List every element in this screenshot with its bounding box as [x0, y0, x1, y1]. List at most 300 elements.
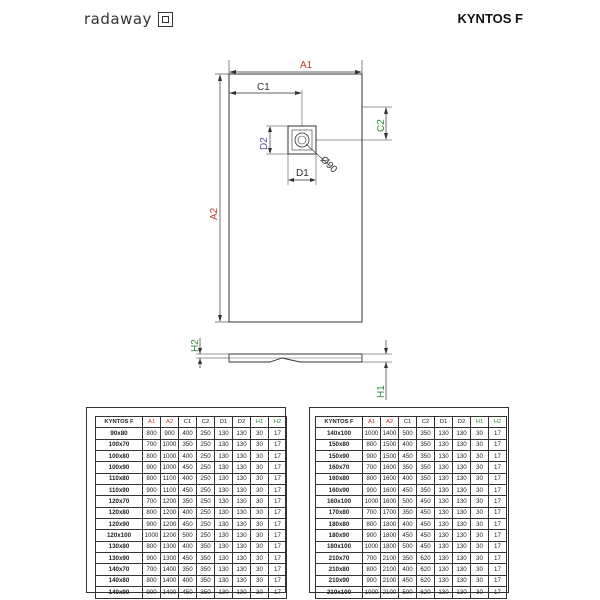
- table-cell: 130: [453, 428, 471, 439]
- table-cell: 1000: [363, 541, 381, 552]
- table-row: [96, 530, 287, 541]
- table-cell: 150x80: [316, 439, 363, 450]
- table-cell: 30: [471, 439, 489, 450]
- label-diameter: Ø90: [317, 154, 340, 176]
- table-cell: 100x80: [96, 451, 143, 462]
- table-cell: 17: [489, 451, 507, 462]
- table-header-cell: A2: [381, 417, 399, 428]
- table-cell: 140x100: [316, 428, 363, 439]
- table-cell: 900: [143, 462, 161, 473]
- table-cell: 17: [269, 451, 287, 462]
- table-cell: 350: [399, 553, 417, 564]
- table-cell: 250: [197, 507, 215, 518]
- table-header-cell: D1: [435, 417, 453, 428]
- table-row: [96, 553, 287, 564]
- table-cell: 1200: [161, 519, 179, 530]
- table-cell: 30: [471, 553, 489, 564]
- table-cell: 130: [453, 575, 471, 586]
- table-cell: 450: [417, 541, 435, 552]
- table-cell: 700: [363, 553, 381, 564]
- table-cell: 130: [233, 553, 251, 564]
- table-cell: 1700: [381, 507, 399, 518]
- table-cell: 17: [269, 553, 287, 564]
- table-row: [316, 575, 507, 586]
- table-cell: 900: [363, 575, 381, 586]
- table-cell: 700: [363, 507, 381, 518]
- table-cell: 17: [489, 439, 507, 450]
- table-cell: 800: [143, 507, 161, 518]
- table-cell: 130: [453, 439, 471, 450]
- table-cell: 450: [179, 553, 197, 564]
- table-cell: 250: [197, 473, 215, 484]
- table-cell: 130: [233, 541, 251, 552]
- table-cell: 17: [269, 428, 287, 439]
- table-cell: 130: [453, 564, 471, 575]
- table-cell: 130: [215, 564, 233, 575]
- table-cell: 210x100: [316, 587, 363, 598]
- table-cell: 450: [179, 485, 197, 496]
- table-cell: 30: [251, 473, 269, 484]
- table-header-cell: D1: [215, 417, 233, 428]
- table-cell: 400: [399, 519, 417, 530]
- table-cell: 800: [143, 428, 161, 439]
- table-cell: 900: [143, 587, 161, 598]
- table-cell: 210x70: [316, 553, 363, 564]
- table-cell: 250: [197, 428, 215, 439]
- table-cell: 1600: [381, 496, 399, 507]
- table-cell: 130: [435, 587, 453, 598]
- table-cell: 130: [233, 575, 251, 586]
- table-cell: 400: [179, 507, 197, 518]
- table-cell: 17: [489, 507, 507, 518]
- table-cell: 400: [399, 564, 417, 575]
- table-cell: 1500: [381, 439, 399, 450]
- table-row: [316, 530, 507, 541]
- table-cell: 450: [417, 519, 435, 530]
- table-cell: 350: [179, 564, 197, 575]
- table-header-cell: KYNTOS F: [316, 417, 363, 428]
- table-cell: 130: [233, 587, 251, 598]
- table-header-row: [96, 417, 287, 428]
- table-header-cell: H1: [471, 417, 489, 428]
- table-row: [316, 439, 507, 450]
- table-cell: 130: [435, 473, 453, 484]
- table-cell: 1100: [161, 473, 179, 484]
- table-cell: 130: [233, 439, 251, 450]
- table-cell: 350: [197, 564, 215, 575]
- table-cell: 2100: [381, 564, 399, 575]
- table-header-row: [316, 417, 507, 428]
- table-cell: 1800: [381, 541, 399, 552]
- table-cell: 120x100: [96, 530, 143, 541]
- table-cell: 17: [489, 462, 507, 473]
- table-cell: 17: [489, 485, 507, 496]
- table-cell: 500: [179, 530, 197, 541]
- table-cell: 350: [417, 462, 435, 473]
- table-cell: 130: [233, 564, 251, 575]
- table-cell: 700: [143, 439, 161, 450]
- table-cell: 400: [179, 575, 197, 586]
- table-cell: 130: [215, 473, 233, 484]
- table-cell: 180x100: [316, 541, 363, 552]
- table-cell: 30: [471, 575, 489, 586]
- table-cell: 130: [215, 553, 233, 564]
- table-cell: 130: [215, 428, 233, 439]
- table-cell: 2100: [381, 587, 399, 598]
- table-row: [96, 496, 287, 507]
- dimension-table-left: [95, 416, 287, 599]
- table-cell: 450: [417, 507, 435, 518]
- label-h2: H2: [190, 339, 201, 352]
- table-cell: 130: [435, 507, 453, 518]
- table-cell: 130: [435, 553, 453, 564]
- label-a2: A2: [209, 207, 220, 220]
- table-cell: 500: [399, 496, 417, 507]
- table-cell: 130: [453, 530, 471, 541]
- table-cell: 500: [399, 587, 417, 598]
- table-cell: 17: [269, 439, 287, 450]
- table-header-cell: C1: [399, 417, 417, 428]
- table-cell: 1400: [161, 587, 179, 598]
- table-cell: 1600: [381, 485, 399, 496]
- table-row: [316, 564, 507, 575]
- table-cell: 100x90: [96, 462, 143, 473]
- table-cell: 30: [251, 575, 269, 586]
- table-cell: 180x90: [316, 530, 363, 541]
- table-cell: 1300: [161, 553, 179, 564]
- table-cell: 17: [269, 519, 287, 530]
- table-cell: 450: [399, 530, 417, 541]
- table-cell: 170x80: [316, 507, 363, 518]
- table-cell: 17: [269, 587, 287, 598]
- table-cell: 1100: [161, 485, 179, 496]
- table-row: [96, 564, 287, 575]
- table-cell: 1800: [381, 519, 399, 530]
- table-cell: 350: [417, 473, 435, 484]
- table-cell: 130: [435, 541, 453, 552]
- table-cell: 17: [489, 519, 507, 530]
- table-cell: 130: [453, 541, 471, 552]
- table-cell: 130x90: [96, 553, 143, 564]
- table-cell: 130: [233, 519, 251, 530]
- table-cell: 400: [179, 541, 197, 552]
- table-cell: 160x80: [316, 473, 363, 484]
- table-cell: 800: [143, 473, 161, 484]
- table-row: [96, 587, 287, 598]
- table-cell: 350: [417, 439, 435, 450]
- table-cell: 1000: [363, 496, 381, 507]
- table-row: [96, 485, 287, 496]
- table-header-cell: H1: [251, 417, 269, 428]
- table-cell: 900: [363, 485, 381, 496]
- table-cell: 620: [417, 587, 435, 598]
- table-cell: 17: [269, 462, 287, 473]
- table-row: [96, 473, 287, 484]
- table-cell: 110x90: [96, 485, 143, 496]
- table-cell: 130: [215, 439, 233, 450]
- table-cell: 900: [143, 553, 161, 564]
- table-cell: 130: [215, 575, 233, 586]
- table-cell: 350: [179, 496, 197, 507]
- table-row: [316, 428, 507, 439]
- table-header-cell: D2: [233, 417, 251, 428]
- table-cell: 130: [435, 564, 453, 575]
- table-cell: 17: [489, 496, 507, 507]
- table-cell: 1300: [161, 541, 179, 552]
- table-header-cell: C2: [197, 417, 215, 428]
- table-cell: 120x90: [96, 519, 143, 530]
- table-cell: 130: [453, 462, 471, 473]
- product-title: KYNTOS F: [457, 11, 523, 26]
- table-cell: 17: [269, 564, 287, 575]
- tray-outline: [229, 74, 362, 322]
- table-cell: 17: [269, 473, 287, 484]
- table-cell: 130: [453, 451, 471, 462]
- table-cell: 500: [399, 428, 417, 439]
- table-cell: 30: [251, 439, 269, 450]
- table-cell: 30: [471, 451, 489, 462]
- table-cell: 400: [179, 473, 197, 484]
- table-row: [96, 462, 287, 473]
- dimension-table-right: [315, 416, 507, 599]
- table-header-cell: KYNTOS F: [96, 417, 143, 428]
- table-cell: 30: [471, 507, 489, 518]
- table-cell: 450: [179, 462, 197, 473]
- table-cell: 17: [489, 473, 507, 484]
- table-cell: 450: [417, 530, 435, 541]
- table-cell: 210x90: [316, 575, 363, 586]
- table-cell: 800: [363, 564, 381, 575]
- table-cell: 160x70: [316, 462, 363, 473]
- table-cell: 250: [197, 485, 215, 496]
- table-cell: 1000: [363, 587, 381, 598]
- table-cell: 160x100: [316, 496, 363, 507]
- table-cell: 17: [489, 530, 507, 541]
- table-cell: 150x90: [316, 451, 363, 462]
- table-cell: 1200: [161, 530, 179, 541]
- table-row: [316, 473, 507, 484]
- table-cell: 130: [453, 473, 471, 484]
- table-cell: 800: [143, 541, 161, 552]
- table-cell: 2100: [381, 553, 399, 564]
- table-cell: 350: [179, 439, 197, 450]
- table-cell: 130: [435, 451, 453, 462]
- table-cell: 30: [471, 462, 489, 473]
- table-cell: 140x80: [96, 575, 143, 586]
- table-cell: 130: [215, 587, 233, 598]
- table-cell: 30: [251, 541, 269, 552]
- table-cell: 90x80: [96, 428, 143, 439]
- table-cell: 130: [215, 519, 233, 530]
- table-cell: 30: [251, 507, 269, 518]
- table-cell: 130: [453, 485, 471, 496]
- table-cell: 500: [399, 541, 417, 552]
- table-cell: 130: [233, 462, 251, 473]
- table-cell: 130: [233, 507, 251, 518]
- table-row: [316, 541, 507, 552]
- table-cell: 1400: [161, 575, 179, 586]
- table-cell: 450: [417, 496, 435, 507]
- table-cell: 30: [471, 541, 489, 552]
- table-cell: 130: [435, 428, 453, 439]
- table-cell: 800: [363, 439, 381, 450]
- table-cell: 120x80: [96, 507, 143, 518]
- table-cell: 130: [233, 473, 251, 484]
- table-cell: 100x70: [96, 439, 143, 450]
- table-cell: 250: [197, 439, 215, 450]
- table-cell: 700: [363, 462, 381, 473]
- table-cell: 110x80: [96, 473, 143, 484]
- table-header-cell: A1: [363, 417, 381, 428]
- table-header-cell: H2: [269, 417, 287, 428]
- table-cell: 130x80: [96, 541, 143, 552]
- table-cell: 30: [471, 564, 489, 575]
- table-cell: 1800: [381, 530, 399, 541]
- table-cell: 120x70: [96, 496, 143, 507]
- table-cell: 30: [251, 451, 269, 462]
- table-cell: 130: [233, 530, 251, 541]
- table-cell: 130: [233, 496, 251, 507]
- table-row: [96, 519, 287, 530]
- table-cell: 1000: [161, 439, 179, 450]
- table-cell: 450: [399, 485, 417, 496]
- label-a1: A1: [300, 60, 313, 71]
- table-row: [96, 575, 287, 586]
- table-header-cell: C2: [417, 417, 435, 428]
- table-cell: 130: [435, 496, 453, 507]
- table-cell: 800: [363, 519, 381, 530]
- label-h1: H1: [376, 385, 387, 398]
- table-cell: 1000: [363, 428, 381, 439]
- table-cell: 400: [179, 428, 197, 439]
- table-row: [96, 451, 287, 462]
- table-cell: 350: [197, 553, 215, 564]
- table-row: [316, 496, 507, 507]
- table-cell: 800: [143, 575, 161, 586]
- table-cell: 130: [233, 485, 251, 496]
- label-d1: D1: [296, 168, 309, 179]
- table-cell: 1600: [381, 462, 399, 473]
- drain-hole-inner: [298, 136, 306, 144]
- table-cell: 30: [251, 485, 269, 496]
- table-cell: 800: [363, 473, 381, 484]
- table-row: [96, 428, 287, 439]
- table-cell: 17: [269, 496, 287, 507]
- table-cell: 17: [269, 575, 287, 586]
- table-cell: 350: [197, 541, 215, 552]
- table-cell: 140x70: [96, 564, 143, 575]
- table-cell: 17: [489, 564, 507, 575]
- label-c2: C2: [376, 119, 387, 132]
- table-cell: 400: [399, 473, 417, 484]
- table-cell: 620: [417, 575, 435, 586]
- table-cell: 130: [435, 530, 453, 541]
- table-cell: 130: [435, 575, 453, 586]
- table-cell: 17: [269, 530, 287, 541]
- table-cell: 160x90: [316, 485, 363, 496]
- table-cell: 350: [417, 485, 435, 496]
- table-header-cell: H2: [489, 417, 507, 428]
- table-cell: 30: [251, 428, 269, 439]
- table-cell: 250: [197, 519, 215, 530]
- brand-name: radaway: [84, 10, 152, 28]
- label-d2: D2: [259, 137, 270, 150]
- table-row: [96, 541, 287, 552]
- table-cell: 1200: [161, 496, 179, 507]
- table-cell: 1600: [381, 473, 399, 484]
- table-cell: 900: [161, 428, 179, 439]
- table-cell: 130: [215, 541, 233, 552]
- table-cell: 1400: [381, 428, 399, 439]
- table-cell: 250: [197, 530, 215, 541]
- table-cell: 350: [417, 451, 435, 462]
- table-cell: 450: [399, 451, 417, 462]
- table-cell: 30: [251, 462, 269, 473]
- table-cell: 30: [471, 587, 489, 598]
- table-cell: 350: [399, 507, 417, 518]
- table-cell: 130: [453, 496, 471, 507]
- table-cell: 30: [251, 519, 269, 530]
- table-cell: 1200: [161, 507, 179, 518]
- table-cell: 17: [269, 541, 287, 552]
- table-cell: 17: [489, 575, 507, 586]
- table-cell: 130: [215, 462, 233, 473]
- table-row: [316, 462, 507, 473]
- table-cell: 450: [399, 575, 417, 586]
- table-cell: 250: [197, 462, 215, 473]
- table-cell: 800: [143, 451, 161, 462]
- table-cell: 1000: [161, 462, 179, 473]
- table-cell: 130: [215, 485, 233, 496]
- table-row: [316, 553, 507, 564]
- table-row: [316, 519, 507, 530]
- table-cell: 30: [471, 496, 489, 507]
- table-header-cell: D2: [453, 417, 471, 428]
- table-row: [96, 439, 287, 450]
- table-cell: 1500: [381, 451, 399, 462]
- table-cell: 130: [435, 439, 453, 450]
- table-row: [316, 451, 507, 462]
- table-cell: 620: [417, 564, 435, 575]
- table-row: [316, 485, 507, 496]
- table-cell: 17: [269, 485, 287, 496]
- table-cell: 30: [251, 564, 269, 575]
- table-cell: 30: [251, 496, 269, 507]
- table-cell: 30: [471, 473, 489, 484]
- table-cell: 350: [197, 575, 215, 586]
- table-cell: 30: [471, 428, 489, 439]
- table-cell: 1000: [161, 451, 179, 462]
- table-row: [316, 507, 507, 518]
- table-cell: 130: [435, 519, 453, 530]
- table-header-cell: A2: [161, 417, 179, 428]
- table-cell: 450: [179, 519, 197, 530]
- table-cell: 250: [197, 451, 215, 462]
- table-cell: 30: [471, 519, 489, 530]
- table-cell: 30: [471, 485, 489, 496]
- table-cell: 400: [399, 439, 417, 450]
- table-cell: 130: [453, 587, 471, 598]
- table-cell: 130: [215, 507, 233, 518]
- table-cell: 130: [453, 507, 471, 518]
- table-cell: 350: [197, 587, 215, 598]
- table-cell: 30: [251, 530, 269, 541]
- table-cell: 1000: [143, 530, 161, 541]
- table-cell: 620: [417, 553, 435, 564]
- table-cell: 130: [233, 451, 251, 462]
- table-cell: 350: [417, 428, 435, 439]
- table-cell: 350: [399, 462, 417, 473]
